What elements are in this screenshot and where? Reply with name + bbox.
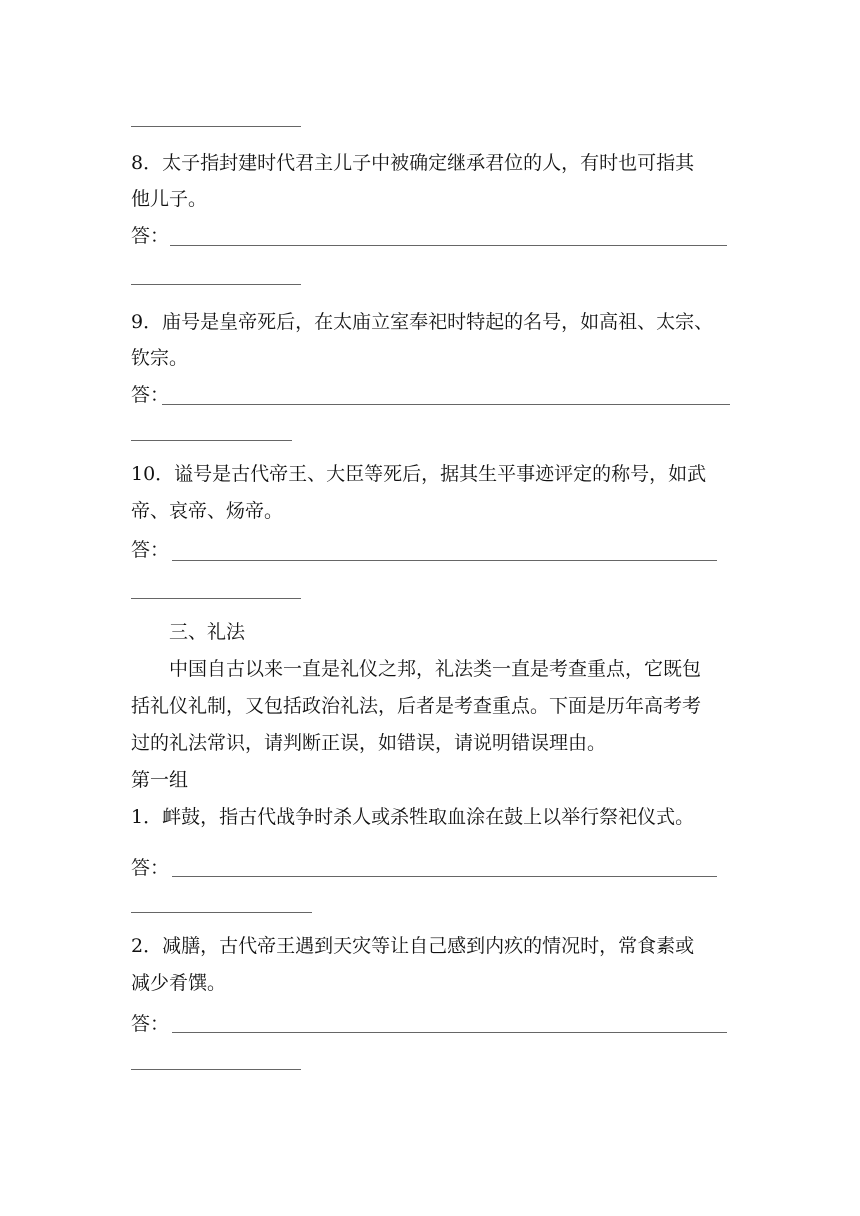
section-heading: 三、礼法 — [169, 621, 246, 643]
answer-label-q9: 答： — [131, 384, 170, 406]
answer-line-g1q1[interactable] — [172, 876, 717, 877]
answer-line-q8[interactable] — [170, 245, 727, 246]
question-10-line-1: 10．谥号是古代帝王、大臣等死后，据其生平事迹评定的称号，如武 — [131, 463, 707, 485]
question-9-line-1: 9．庙号是皇帝死后，在太庙立室奉祀时特起的名号，如高祖、太宗、 — [131, 311, 714, 333]
answer-line-g1q2[interactable] — [172, 1032, 727, 1033]
group1-question-2-line-1: 2．减膳，古代帝王遇到天灾等让自己感到内疚的情况时，常食素或 — [131, 935, 695, 957]
answer-line-q9-continuation[interactable] — [131, 440, 292, 441]
answer-line-q9[interactable] — [162, 404, 730, 405]
question-10-line-2: 帝、哀帝、炀帝。 — [131, 500, 284, 522]
answer-label-g1q2: 答： — [131, 1013, 170, 1035]
answer-line-q8-continuation[interactable] — [131, 284, 301, 285]
group-label: 第一组 — [131, 769, 189, 791]
section-intro-line-2: 括礼仪礼制，又包括政治礼法，后者是考查重点。下面是历年高考考 — [131, 695, 702, 717]
answer-label-q10: 答： — [131, 539, 170, 561]
answer-line-continuation — [131, 126, 301, 127]
group1-question-1: 1．衅鼓，指古代战争时杀人或杀牲取血涂在鼓上以举行祭祀仪式。 — [131, 806, 695, 828]
answer-line-q10[interactable] — [172, 560, 717, 561]
group1-question-2-line-2: 减少肴馔。 — [131, 972, 227, 994]
answer-line-q10-continuation[interactable] — [131, 598, 301, 599]
question-9-line-2: 钦宗。 — [131, 347, 189, 369]
question-8-line-2: 他儿子。 — [131, 188, 208, 210]
question-8-line-1: 8．太子指封建时代君主儿子中被确定继承君位的人，有时也可指其 — [131, 152, 695, 174]
answer-label-q8: 答： — [131, 225, 170, 247]
answer-label-g1q1: 答： — [131, 857, 170, 879]
answer-line-g1q2-continuation[interactable] — [131, 1069, 301, 1070]
section-intro-line-3: 过的礼法常识，请判断正误，如错误，请说明错误理由。 — [131, 732, 607, 754]
answer-line-g1q1-continuation[interactable] — [131, 912, 312, 913]
section-intro-line-1: 中国自古以来一直是礼仪之邦，礼法类一直是考查重点，它既包 — [169, 658, 702, 680]
